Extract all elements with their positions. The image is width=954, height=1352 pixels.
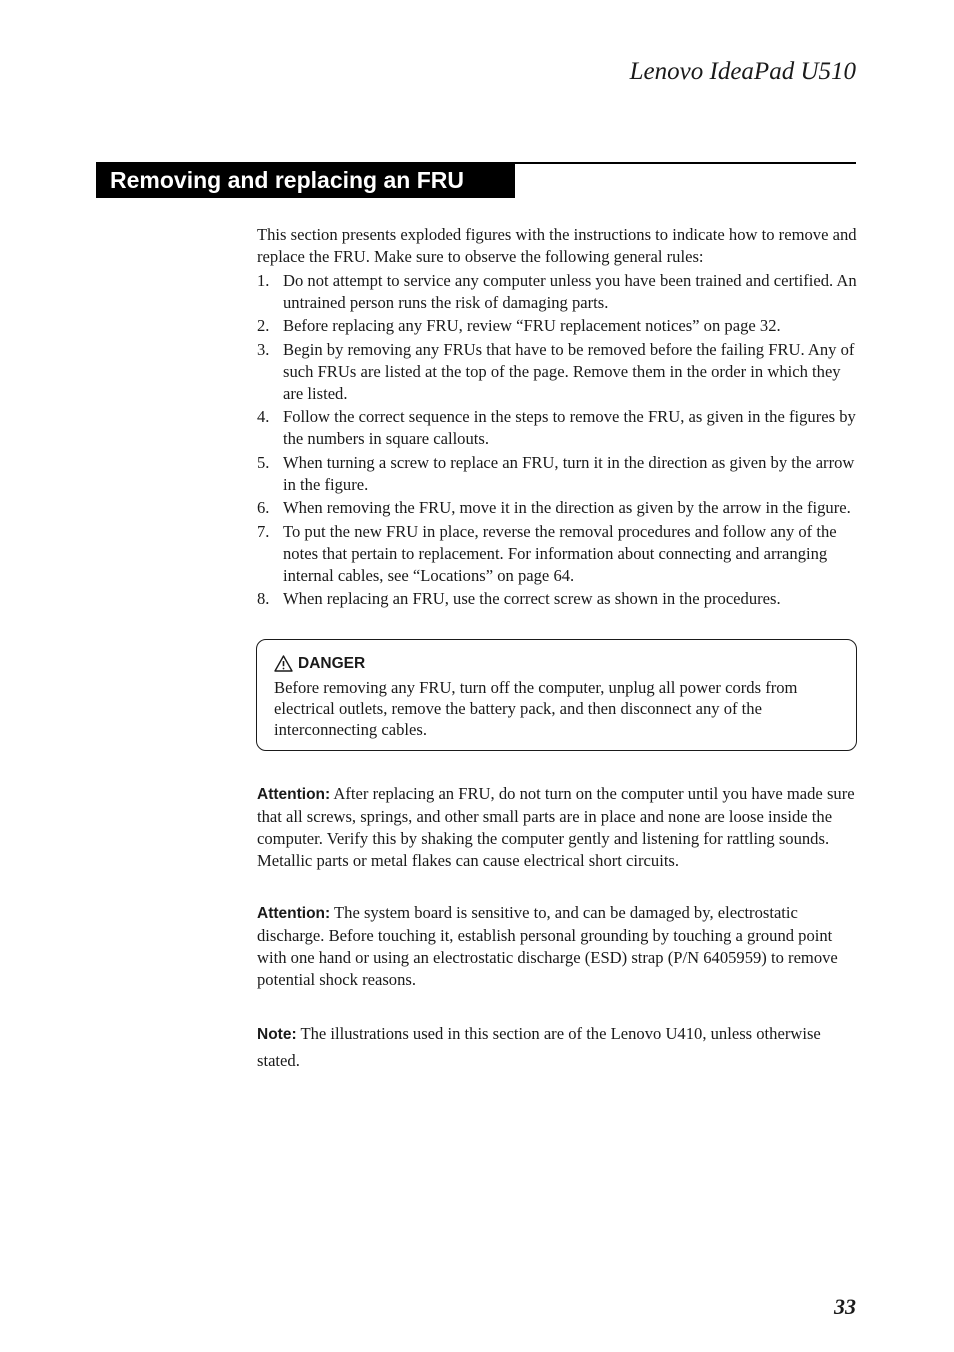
list-item-text: Follow the correct sequence in the steps to remove the FRU, as given in the figures by the numbers in square callouts.	[283, 407, 856, 448]
list-item	[257, 315, 857, 337]
list-item	[257, 452, 857, 496]
list-item-number: 3.	[257, 339, 270, 359]
note-paragraph	[257, 1021, 857, 1074]
list-item-text: When removing the FRU, move it in the direction as given by the arrow in the figure.	[283, 498, 851, 517]
list-item-text: To put the new FRU in place, reverse the removal procedures and follow any of the notes that pertain to replacement. For information about connecting and arranging internal cables, see “Locations” on page 64.	[283, 521, 837, 585]
list-item	[257, 339, 857, 405]
list-item	[257, 497, 857, 519]
page-number: 33	[834, 1294, 856, 1319]
main-content	[257, 224, 857, 1074]
list-item-number: 6.	[257, 498, 270, 517]
list-item	[257, 406, 857, 450]
list-item-text: When turning a screw to replace an FRU, turn it in the direction as given by the arrow in the figure.	[283, 452, 855, 494]
attention-text: The system board is sensitive to, and can be damaged by, electrostatic discharge. Before touching it, establish personal grounding by touching a ground point with one hand or using an electrostatic discharge (ESD) strap (P/N 6405959) to remove potential shock reasons.	[257, 903, 838, 989]
attention-label: Attention:	[257, 786, 331, 803]
danger-notice-box	[256, 639, 857, 751]
list-item-number: 2.	[257, 316, 270, 335]
attention-label: Attention:	[257, 905, 331, 922]
section-title: Removing and replacing an FRU	[110, 167, 464, 193]
list-item-text: Begin by removing any FRUs that have to be removed before the failing FRU. Any of such FRUs are listed at the top of the page. Remove them in the order in which they are listed.	[283, 339, 855, 403]
danger-label: DANGER	[298, 655, 366, 672]
list-item-number: 1.	[257, 270, 270, 290]
attention-paragraph	[257, 902, 857, 991]
general-rules-list	[257, 270, 857, 611]
list-item-text: Do not attempt to service any computer unless you have been trained and certified. An untrained person runs the risk of damaging parts.	[283, 270, 857, 312]
list-item-text: When replacing an FRU, use the correct screw as shown in the procedures.	[283, 589, 781, 608]
list-item-number: 7.	[257, 521, 270, 541]
list-item-number: 5.	[257, 452, 270, 472]
attention-paragraph	[257, 783, 857, 872]
list-item-number: 4.	[257, 407, 270, 426]
attention-text: After replacing an FRU, do not turn on the computer until you have made sure that all screws, springs, and other small parts are in place and none are loose inside the computer. Verify this by shaking the computer gently and listening for rattling sounds. Metallic parts or metal flakes can cause electrical short circuits.	[257, 784, 855, 870]
danger-text: Before removing any FRU, turn off the computer, unplug all power cords from electrical outlets, remove the battery pack, and then disconnect any of the interconnecting cables.	[274, 678, 798, 739]
note-label: Note:	[257, 1026, 297, 1043]
list-item-text: Before replacing any FRU, review “FRU replacement notices” on page 32.	[283, 316, 781, 335]
note-text: The illustrations used in this section are of the Lenovo U410, unless otherwise stated.	[257, 1024, 821, 1070]
intro-paragraph: This section presents exploded figures with the instructions to indicate how to remove and replace the FRU. Make sure to observe the following general rules:	[257, 225, 857, 266]
danger-title	[274, 653, 839, 674]
running-header-title: Lenovo IdeaPad U510	[629, 58, 856, 85]
warning-triangle-icon	[274, 655, 293, 672]
list-item	[257, 270, 857, 314]
list-item-number: 8.	[257, 589, 270, 608]
list-item	[257, 521, 857, 587]
list-item	[257, 588, 857, 610]
